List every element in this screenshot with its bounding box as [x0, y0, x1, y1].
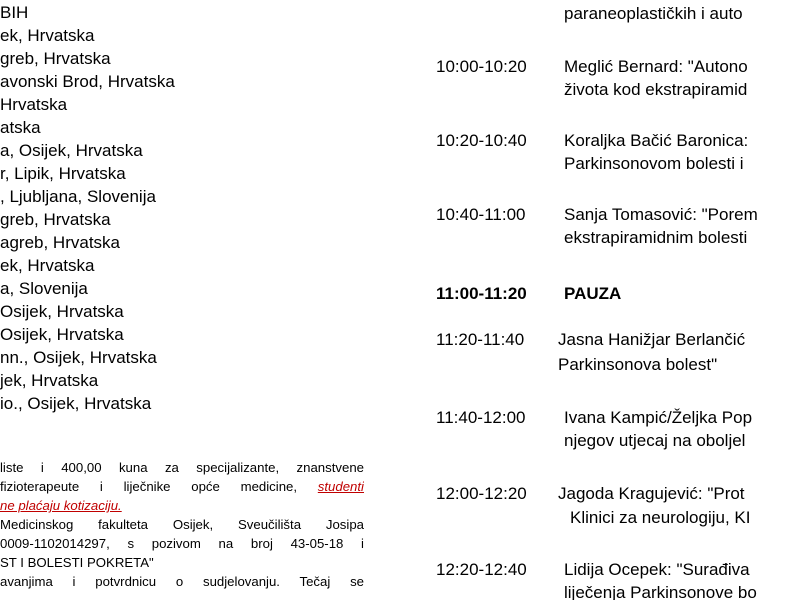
session-title-cont: života kod ekstrapiramid — [564, 80, 748, 99]
speaker-line: , Ljubljana, Slovenija — [0, 187, 156, 206]
session-title: Ivana Kampić/Željka Pop — [564, 408, 753, 427]
session-title: Meglić Bernard: "Autono — [564, 57, 748, 76]
speaker-line: ek, Hrvatska — [0, 256, 95, 275]
speaker-line: nn., Osijek, Hrvatska — [0, 348, 157, 367]
session-title-cont: njegov utjecaj na oboljel — [564, 431, 746, 450]
note-text: fizioterapeute i liječnike opće medicine, — [0, 479, 298, 494]
note-line: liste i 400,00 kuna za specijalizante, znanstvene — [0, 460, 364, 475]
session-time: 12:20-12:40 — [436, 560, 527, 579]
session-time: 11:00-11:20 — [436, 284, 527, 303]
students-link[interactable]: studenti — [317, 479, 364, 494]
session-title-cont: Klinici za neurologiju, KI — [570, 508, 751, 527]
speaker-line: a, Osijek, Hrvatska — [0, 141, 143, 160]
speaker-line: ek, Hrvatska — [0, 26, 95, 45]
left-column — [0, 0, 380, 600]
note-line: Medicinskog fakulteta Osijek, Sveučilišta Josipa — [0, 517, 364, 532]
session-title-cont: Parkinsonova bolest" — [558, 355, 718, 374]
session-title: Jasna Hanižjar Berlančić — [558, 330, 746, 349]
speaker-line: atska — [0, 118, 41, 137]
session-title: Sanja Tomasović: "Porem — [564, 205, 758, 224]
session-time: 11:20-11:40 — [436, 330, 525, 349]
session-time: 10:40-11:00 — [436, 205, 526, 224]
session-time: 11:40-12:00 — [436, 408, 526, 427]
note-line — [0, 496, 364, 515]
speaker-line: jek, Hrvatska — [0, 371, 99, 390]
session-title-cont: liječenja Parkinsonove bo — [564, 583, 757, 600]
program-column — [436, 0, 800, 600]
session-title-cont: Parkinsonovom bolesti i — [564, 154, 744, 173]
session-time: 10:20-10:40 — [436, 131, 527, 150]
speaker-line: avonski Brod, Hrvatska — [0, 72, 175, 91]
session-time: 10:00-10:20 — [436, 57, 527, 76]
session-title: Lidija Ocepek: "Surađiva — [564, 560, 750, 579]
speaker-line: agreb, Hrvatska — [0, 233, 120, 252]
speaker-line: r, Lipik, Hrvatska — [0, 164, 126, 183]
program-continuation: paraneoplastičkih i auto — [564, 4, 743, 23]
note-line — [0, 477, 364, 496]
speaker-line: BIH — [0, 3, 29, 22]
session-time: 12:00-12:20 — [436, 484, 527, 503]
note-line: avanjima i potvrdnicu o sudjelovanju. Tečaj se — [0, 574, 364, 589]
speaker-line: greb, Hrvatska — [0, 210, 111, 229]
speaker-line: Osijek, Hrvatska — [0, 325, 124, 344]
speaker-line: Osijek, Hrvatska — [0, 302, 124, 321]
speaker-line: Hrvatska — [0, 95, 68, 114]
speaker-line: a, Slovenija — [0, 279, 88, 298]
speaker-line: greb, Hrvatska — [0, 49, 111, 68]
session-title: Jagoda Kragujević: "Prot — [558, 484, 745, 503]
note-line: ST I BOLESTI POKRETA" — [0, 555, 154, 570]
note-line: 0009-1102014297, s pozivom na broj 43-05-18 i — [0, 536, 364, 551]
session-title-cont: ekstrapiramidnim bolesti — [564, 228, 748, 247]
students-link-continued[interactable]: ne plaćaju kotizaciju. — [0, 498, 122, 513]
speaker-line: io., Osijek, Hrvatska — [0, 394, 152, 413]
break-label: PAUZA — [564, 284, 622, 303]
session-title: Koraljka Bačić Baronica: — [564, 131, 749, 150]
